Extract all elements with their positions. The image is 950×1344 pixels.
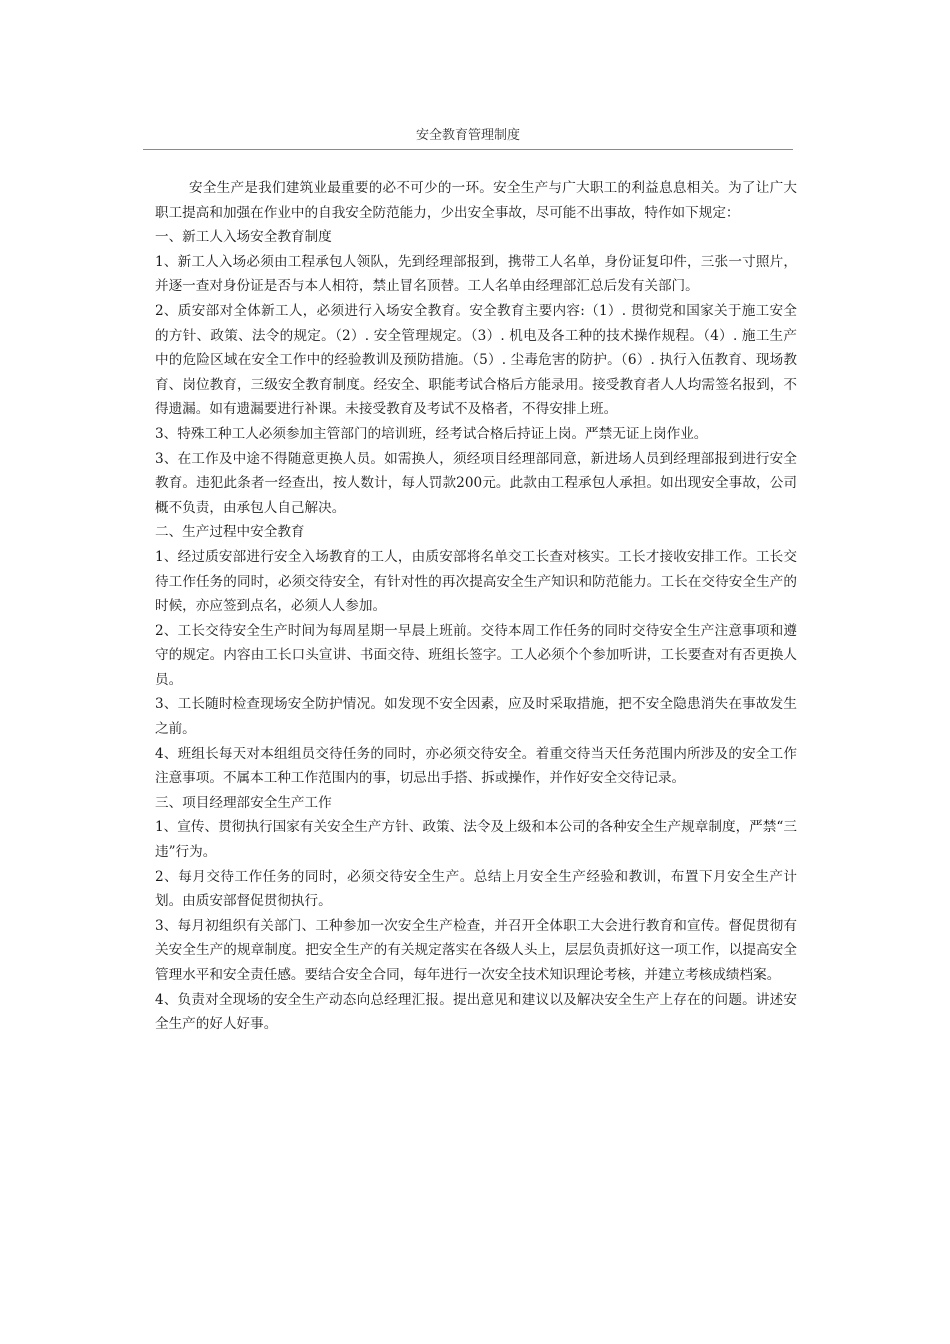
paragraph: 3、每月初组织有关部门、工种参加一次安全生产检查，并召开全体职工大会进行教育和宣传。督促贯彻有关安全生产的规章制度。把安全生产的有关规定落实在各级人头上，层层负责抓好这一项工作，以提高安全管理水平和安全责任感。要结合安全合同，每年进行一次安全技术知识理论考核，并建立考核成绩档案。 [155,917,797,983]
intro-paragraph: 安全生产是我们建筑业最重要的必不可少的一环。安全生产与广大职工的利益息息相关。为了让广大职工提高和加强在作业中的自我安全防范能力，少出安全事故，尽可能不出事故，特作如下规定： [155,180,797,221]
paragraph: 2、每月交待工作任务的同时，必须交待安全生产。总结上月安全生产经验和教训，布置下月安全生产计划。由质安部督促贯彻执行。 [155,868,797,910]
paragraph: 3、工长随时检查现场安全防护情况。如发现不安全因素，应及时采取措施，把不安全隐患消失在事故发生之前。 [155,696,797,738]
paragraph: 1、宣传、贯彻执行国家有关安全生产方针、政策、法令及上级和本公司的各种安全生产规章制度，严禁“三违”行为。 [155,819,797,861]
paragraph: 4、班组长每天对本组组员交待任务的同时，亦必须交待安全。着重交待当天任务范围内所涉及的安全工作注意事项。不属本工种工作范围内的事，切忌出手搭、拆或操作，并作好安全交待记录。 [155,745,797,787]
paragraph: 4、负责对全现场的安全生产动态向总经理汇报。提出意见和建议以及解决安全生产上存在的问题。讲述安全生产的好人好事。 [155,991,797,1033]
paragraph: 2、工长交待安全生产时间为每周星期一早晨上班前。交待本周工作任务的同时交待安全生产注意事项和遵守的规定。内容由工长口头宣讲、书面交待、班组长签字。工人必须个个参加听讲，工长要查对有否更换人员。 [155,622,797,688]
paragraph: 1、经过质安部进行安全入场教育的工人，由质安部将名单交工长查对核实。工长才接收安排工作。工长交待工作任务的同时，必须交待安全，有针对性的再次提高安全生产知识和防范能力。工长在交待安全生产的时候，亦应签到点名，必须人人参加。 [155,548,797,615]
paragraph: 3、在工作及中途不得随意更换人员。如需换人，须经项目经理部同意，新进场人员到经理部报到进行安全教育。违犯此条者一经查出，按人数计，每人罚款200元。此款由工程承包人承担。如出现安全事故，公司概不负责，由承包人自己解决。 [155,450,797,516]
paragraph: 一、新工人入场安全教育制度 [155,229,332,246]
paragraph: 二、生产过程中安全教育 [155,524,305,541]
document-body [155,176,797,1037]
paragraph: 3、特殊工种工人必须参加主管部门的培训班，经考试合格后持证上岗。严禁无证上岗作业。 [155,425,708,442]
paragraph: 三、项目经理部安全生产工作 [155,794,332,811]
paragraph: 2、质安部对全体新工人，必须进行入场安全教育。安全教育主要内容:（1）. 贯彻党和国家关于施工安全的方针、政策、法令的规定。（2）. 安全管理规定。（3）. 机电及各工种的技术操作规程。（4）. 施工生产中的危险区域在安全工作中的经验教训及预防措施。（5）. 尘毒危害的防护。（6）. 执行入伍教育、现场教育、岗位教育，三级安全教育制度。经安全、职能考试合格后方能录用。接受教育者人人均需签名报到，不得遗漏。如有遗漏要进行补课。未接受教育及考试不及格者，不得安排上班。 [155,302,797,418]
header-divider [143,149,793,150]
paragraph: 1、新工人入场必须由工程承包人领队，先到经理部报到，携带工人名单，身份证复印件，三张一寸照片，并逐一查对身份证是否与本人相符，禁止冒名顶替。工人名单由经理部汇总后发有关部门。 [155,253,797,295]
page-header-title: 安全教育管理制度 [415,128,520,143]
